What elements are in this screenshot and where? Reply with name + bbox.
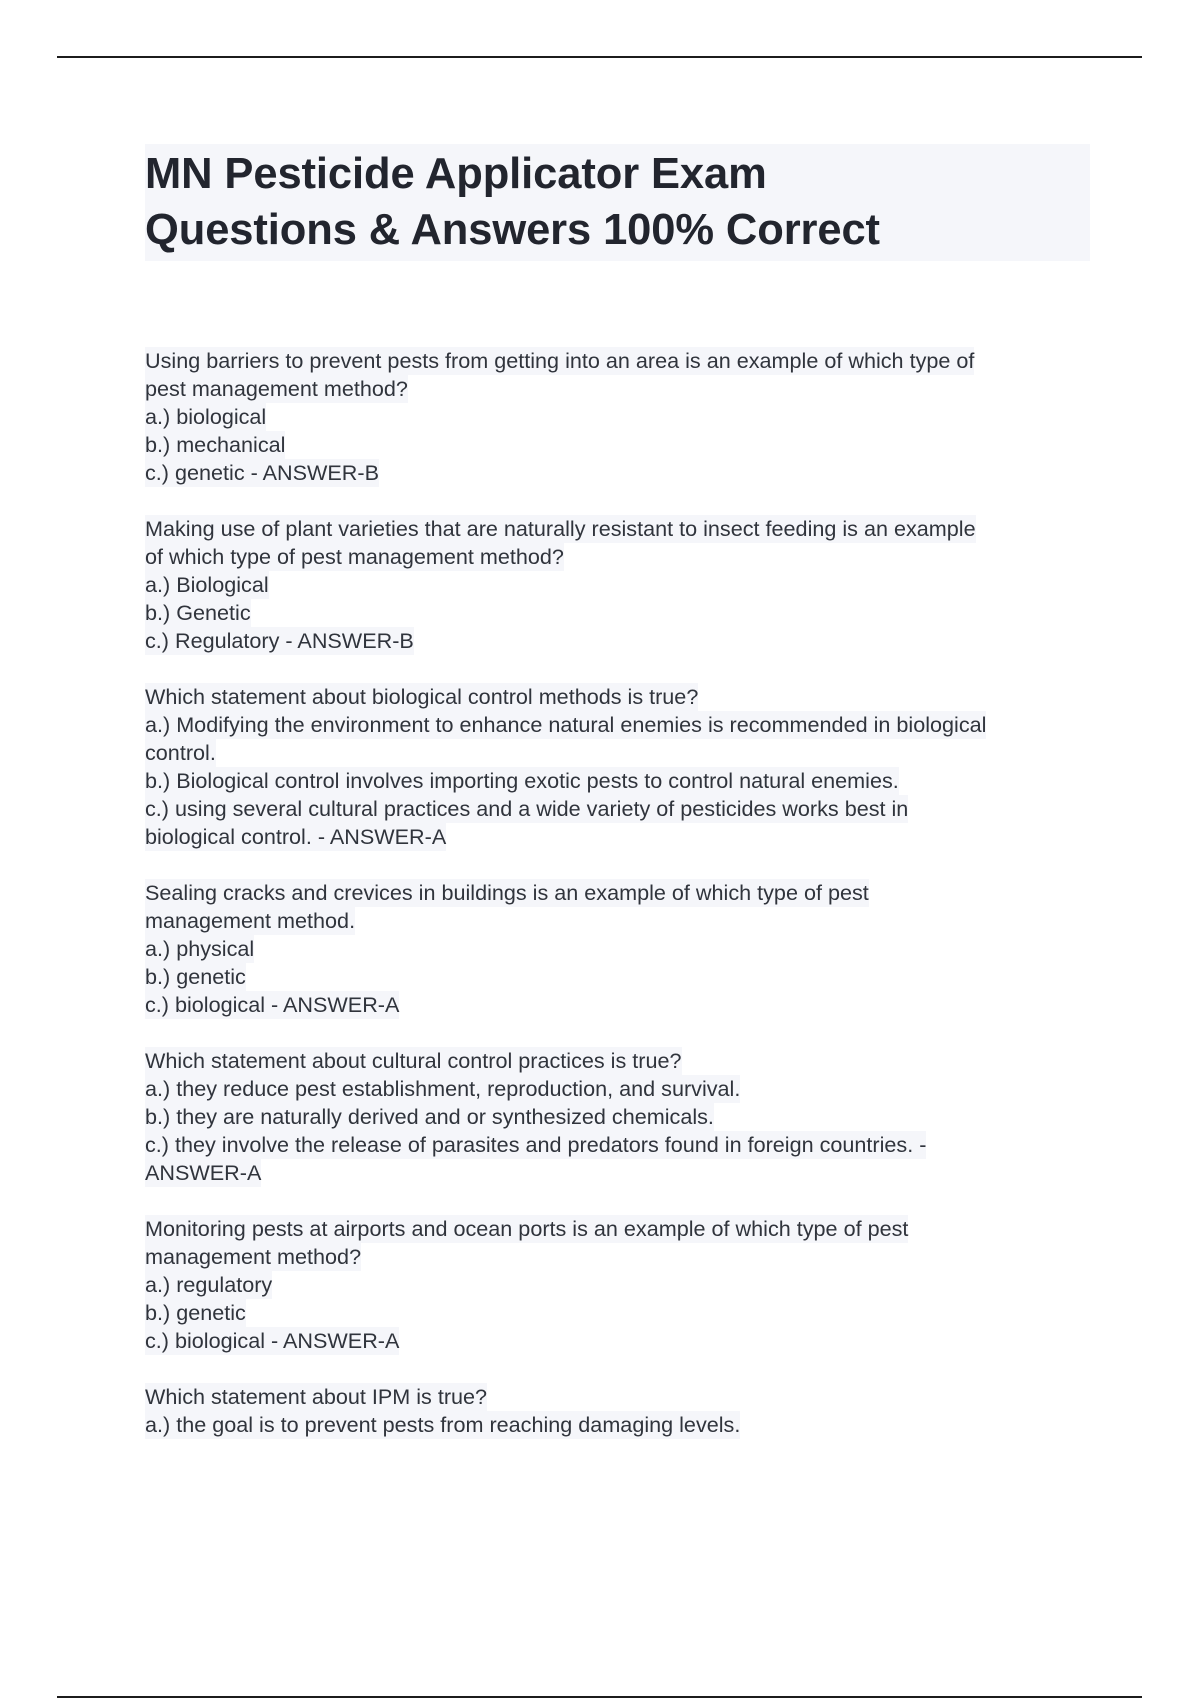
question-line: a.) Modifying the environment to enhance natural enemies is recommended in biological: [145, 712, 987, 737]
title-line-2: Questions & Answers 100% Correct: [145, 206, 880, 254]
question-line: c.) they involve the release of parasites and predators found in foreign countries. -: [145, 1132, 927, 1157]
question-line: Monitoring pests at airports and ocean ports is an example of which type of pest: [145, 1216, 909, 1241]
question-line: management method.: [145, 908, 356, 933]
question-block: [145, 1383, 1090, 1439]
question-block: [145, 347, 1090, 487]
page-content: [145, 144, 1090, 1467]
question-line: b.) they are naturally derived and or synthesized chemicals.: [145, 1104, 714, 1129]
question-line: of which type of pest management method?: [145, 544, 564, 569]
question-line: management method?: [145, 1244, 362, 1269]
question-line: Which statement about biological control methods is true?: [145, 684, 699, 709]
question-line: c.) using several cultural practices and a wide variety of pesticides works best in: [145, 796, 909, 821]
question-line: Using barriers to prevent pests from getting into an area is an example of which type of: [145, 348, 975, 373]
question-block: [145, 1047, 1090, 1187]
question-line: b.) Biological control involves importing exotic pests to control natural enemies.: [145, 768, 899, 793]
question-block: [145, 1215, 1090, 1355]
question-block: [145, 683, 1090, 851]
question-line: control.: [145, 740, 216, 765]
question-list: [145, 347, 1090, 1439]
question-line: a.) biological: [145, 404, 267, 429]
question-line: a.) they reduce pest establishment, reproduction, and survival.: [145, 1076, 741, 1101]
bottom-rule: [57, 1696, 1142, 1698]
question-line: a.) regulatory: [145, 1272, 273, 1297]
question-line: biological control. - ANSWER-A: [145, 824, 447, 849]
question-line: c.) Regulatory - ANSWER-B: [145, 628, 414, 653]
question-line: b.) Genetic: [145, 600, 251, 625]
question-line: Which statement about IPM is true?: [145, 1384, 488, 1409]
question-line: Making use of plant varieties that are naturally resistant to insect feeding is an example: [145, 516, 976, 541]
question-line: ANSWER-A: [145, 1160, 262, 1185]
document-title: [145, 144, 1090, 261]
question-block: [145, 515, 1090, 655]
question-line: b.) mechanical: [145, 432, 286, 457]
question-block: [145, 879, 1090, 1019]
question-line: c.) genetic - ANSWER-B: [145, 460, 379, 485]
top-rule: [57, 56, 1142, 58]
question-line: Which statement about cultural control practices is true?: [145, 1048, 682, 1073]
question-line: a.) the goal is to prevent pests from reaching damaging levels.: [145, 1412, 741, 1437]
question-line: pest management method?: [145, 376, 408, 401]
question-line: b.) genetic: [145, 1300, 246, 1325]
question-line: b.) genetic: [145, 964, 246, 989]
question-line: c.) biological - ANSWER-A: [145, 1328, 400, 1353]
question-line: c.) biological - ANSWER-A: [145, 992, 400, 1017]
question-line: Sealing cracks and crevices in buildings is an example of which type of pest: [145, 880, 869, 905]
question-line: a.) physical: [145, 936, 255, 961]
title-line-1: MN Pesticide Applicator Exam: [145, 150, 767, 198]
question-line: a.) Biological: [145, 572, 269, 597]
